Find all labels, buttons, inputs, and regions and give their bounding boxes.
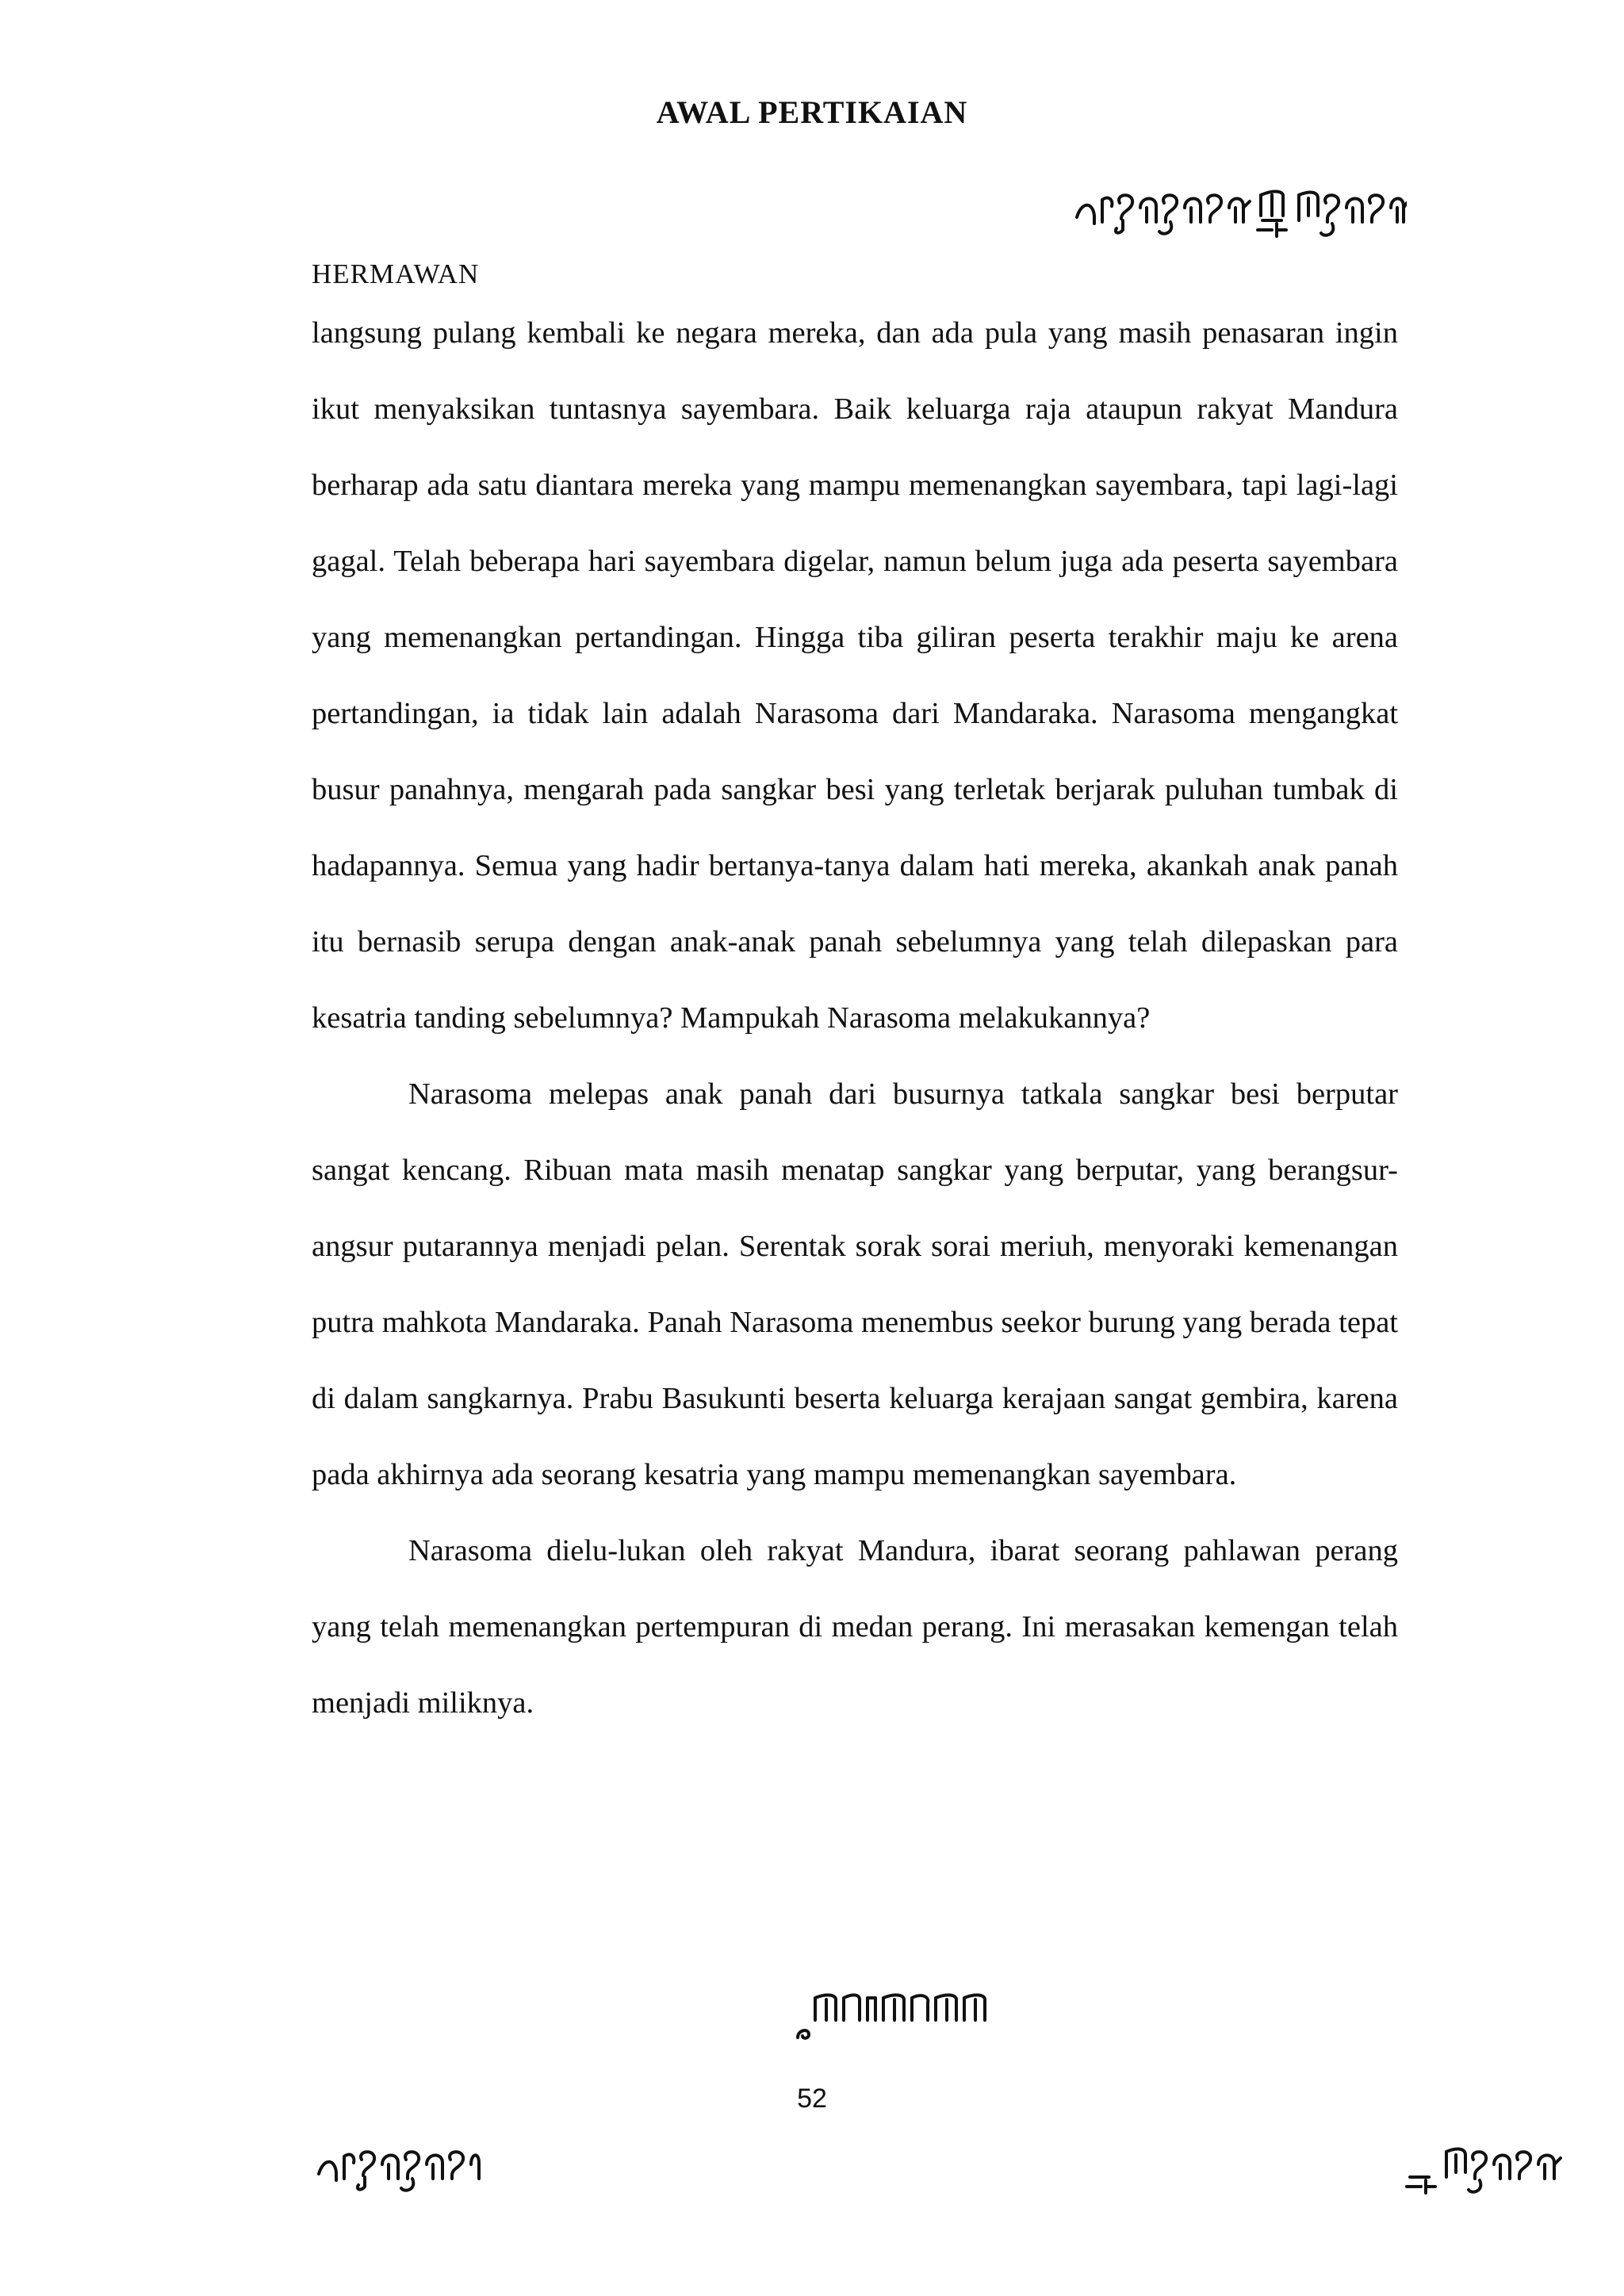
header-javanese-ornament bbox=[1074, 184, 1407, 247]
paragraph: langsung pulang kembali ke negara mereka, dan ada pula yang masih penasaran ingin ikut menyaksikan tuntasnya sayembara. Baik keluarga raja ataupun rakyat Mandura berharap ada satu diantara mereka yang mampu memenangkan sayembara, tapi lagi-lagi gagal. Telah beberapa hari sayembara digelar, namun belum juga ada peserta sayembara yang memenangkan pertandingan. Hingga tiba giliran peserta terakhir maju ke arena pertandingan, ia tidak lain adalah Narasoma dari Mandaraka. Narasoma mengangkat busur panahnya, mengarah pada sangkar besi yang terletak berjarak puluhan tumbak di hadapannya. Semua yang hadir bertanya-tanya dalam hati mereka, akankah anak panah itu bernasib serupa dengan anak-anak panah sebelumnya yang telah dilepaskan para kesatria tanding sebelumnya? Mampukah Narasoma melakukannya? bbox=[312, 316, 1398, 1035]
author-name: HERMAWAN bbox=[312, 258, 480, 289]
page-title: AWAL PERTIKAIAN bbox=[656, 94, 968, 130]
body-text bbox=[312, 295, 1398, 1741]
section-end-javanese-ornament bbox=[795, 1988, 993, 2044]
paragraph: Narasoma melepas anak panah dari busurnya tatkala sangkar besi berputar sangat kencang. Ribuan mata masih menatap sangkar yang berputar, yang berangsur-angsur putarannya menjadi pelan. Serentak sorak sorai meriuh, menyoraki kemenangan putra mahkota Mandaraka. Panah Narasoma menembus seekor burung yang berada tepat di dalam sangkarnya. Prabu Basukunti beserta keluarga kerajaan sangat gembira, karena pada akhirnya ada seorang kesatria yang mampu memenangkan sayembara. bbox=[312, 1077, 1398, 1491]
footer-left-javanese-ornament bbox=[316, 2141, 482, 2204]
paragraph: Narasoma dielu-lukan oleh rakyat Mandura, ibarat seorang pahlawan perang yang telah memenangkan pertempuran di medan perang. Ini merasakan kemengan telah menjadi miliknya. bbox=[312, 1534, 1398, 1720]
footer-right-javanese-ornament bbox=[1405, 2141, 1564, 2204]
page-number: 52 bbox=[797, 2084, 827, 2114]
